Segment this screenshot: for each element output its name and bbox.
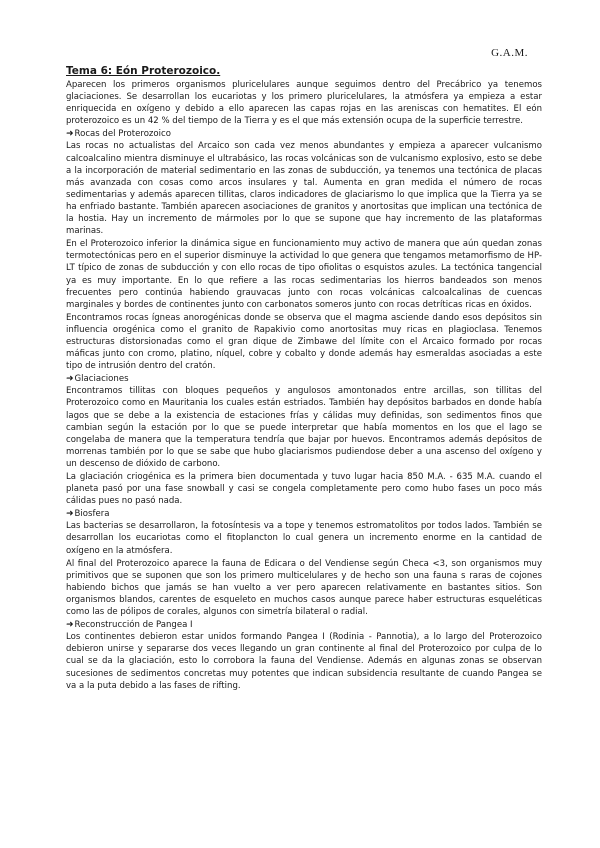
document-title: Tema 6: Eón Proterozoico. xyxy=(66,65,221,77)
paragraph: Las rocas no actualistas del Arcaico son cada vez menos abundantes y empieza a aparecer vulcanismo calcoalcalino mientra disminuye el ultrabásico, las rocas volcánicas son de vulcanismo explosivo, esto se debe a la incorporación de material sedimentario en las zonas de subducción, ya tenemos una tectónica de placas más avanzada con cosas como arcos insulares y tal. Aumenta en gran medida el número de rocas sedimentarias y además aparecen tillitas, claros indicadores de glaciarismo lo que implica que la Tierra ya se ha enfriado bastante. También aparecen asociaciones de granitos y anortositas que implican una tectónica de la hostia. Hay un incremento de mármoles por lo que se supone que hay incremento de las plataformas marinas. xyxy=(66,141,542,237)
paragraph: Encontramos rocas ígneas anorogénicas donde se observa que el magma asciende dando esos depósitos sin influencia orogénica como el granito de Rapakivio como anortositas muy ricas en plagioclasa. Tenemos estructuras distorsionadas como el gran dique de Zimbawe del límite con el Arcaico formado por rocas máficas junto con cromo, platino, níquel, cobre y cobalto y donde además hay esmeraldas asociadas a este tipo de intrusión dentro del cratón. xyxy=(66,312,542,372)
paragraph: Encontramos tillitas con bloques pequeños y angulosos amontonados entre arcillas, son tillitas del Proterozoico como en Mauritania los cuales están estriados. También hay depósitos barbados en donde había lagos que se debe a la existencia de estaciones frías y cálidas muy definidas, son sedimentos finos que cambian según la estación por lo que se puede interpretar que había momentos en los que el lago se congelaba de manera que la temperatura tendría que bajar por huevos. Encontramos además depósitos de morrenas también por lo que se sabe que hubo glaciarismos pudiendose deber a una ascenso del oxígeno y un descenso de dióxido de carbono. xyxy=(66,386,542,469)
section-heading: ➜Glaciaciones xyxy=(66,374,129,385)
paragraph: Al final del Proterozoico aparece la fauna de Edicara o del Vendiense según Checa <3, son organismos muy primitivos que se suponen que son los primero multicelulares y de hecho son una fauna s raras de cojones habiendo bichos que jamás se han vuelto a ver pero aparecen relativamente en bastantes sitios. Son organismos blandos, carentes de esqueleto en muchos casos aunque parece haber estructuras esqueléticas como las de pólipos de corales, algunos con simetría bilateral o radial. xyxy=(66,558,542,618)
paragraph: En el Proterozoico inferior la dinámica sigue en funcionamiento muy activo de manera que aún quedan zonas termotectónicas pero en el superior disminuye la actividad lo que genera que tengamos metamorfismo de HP-LT típico de zonas de subducción y con ello rocas de tipo ofiolitas o esquistos azules. La tectónica tangencial ya es muy importante. En lo que refiere a las rocas sedimentarias los hierros bandeados son menos frecuentes pero continúa habiendo grauvacas junto con rocas volcánicas calcoalcalinas de cuencas marginales y bordes de continentes junto con carbonatos someros junto con rocas detríticas ricas en óxidos. xyxy=(66,239,542,310)
arrow-right-icon: ➜ xyxy=(66,509,74,520)
section-heading: ➜Rocas del Proterozoico xyxy=(66,129,171,140)
section-heading: ➜Reconstrucción de Pangea I xyxy=(66,620,193,631)
section-heading: ➜Biosfera xyxy=(66,509,110,520)
document-body xyxy=(66,65,542,693)
arrow-right-icon: ➜ xyxy=(66,620,74,631)
section-pangea xyxy=(66,619,542,692)
section-rocas xyxy=(66,128,542,372)
arrow-right-icon: ➜ xyxy=(66,374,74,385)
arrow-right-icon: ➜ xyxy=(66,129,74,140)
paragraph: Las bacterias se desarrollaron, la fotosíntesis va a tope y tenemos estromatolitos por todos lados. También se desarrollan los eucariotas como el fitoplancton lo cual genera un incremento enorme en la cantidad de oxígeno en la atmósfera. xyxy=(66,521,542,556)
section-glaciaciones xyxy=(66,373,542,507)
section-biosfera xyxy=(66,508,542,618)
paragraph: La glaciación criogénica es la primera bien documentada y tuvo lugar hacia 850 M.A. - 635 M.A. cuando el planeta pasó por una fase snowball y casi se congela completamente pero como hubo fases un poco más cálidas pues no pasó nada. xyxy=(66,472,542,507)
paragraph: Los continentes debieron estar unidos formando Pangea I (Rodinia - Pannotia), a lo largo del Proterozoico debieron unirse y separarse dos veces llegando un gran continente al final del Proterozoico por culpa de lo cual se da la glaciación, esto lo corrobora la fauna del Vendiense. Además en algunas zonas se observan sucesiones de sedimentos concretas muy potentes que indican subsidencia resultante de cuando Pangea se va a la puta debido a las fases de rifting. xyxy=(66,632,542,691)
intro-paragraph: Aparecen los primeros organismos pluricelulares aunque seguimos dentro del Precábrico ya tenemos glaciaciones. Se desarrollan los eucariotas y los primero pluricelulares, la atmósfera ya empieza a estar enriquecida en oxígeno y debido a ello aparecen las capas rojas en las areniscas con hematites. El eón proterozoico es un 42 % del tiempo de la Tierra y es el que más extensión ocupa de la superficie terrestre. xyxy=(66,80,542,127)
author-initials: G.A.M. xyxy=(491,47,528,59)
